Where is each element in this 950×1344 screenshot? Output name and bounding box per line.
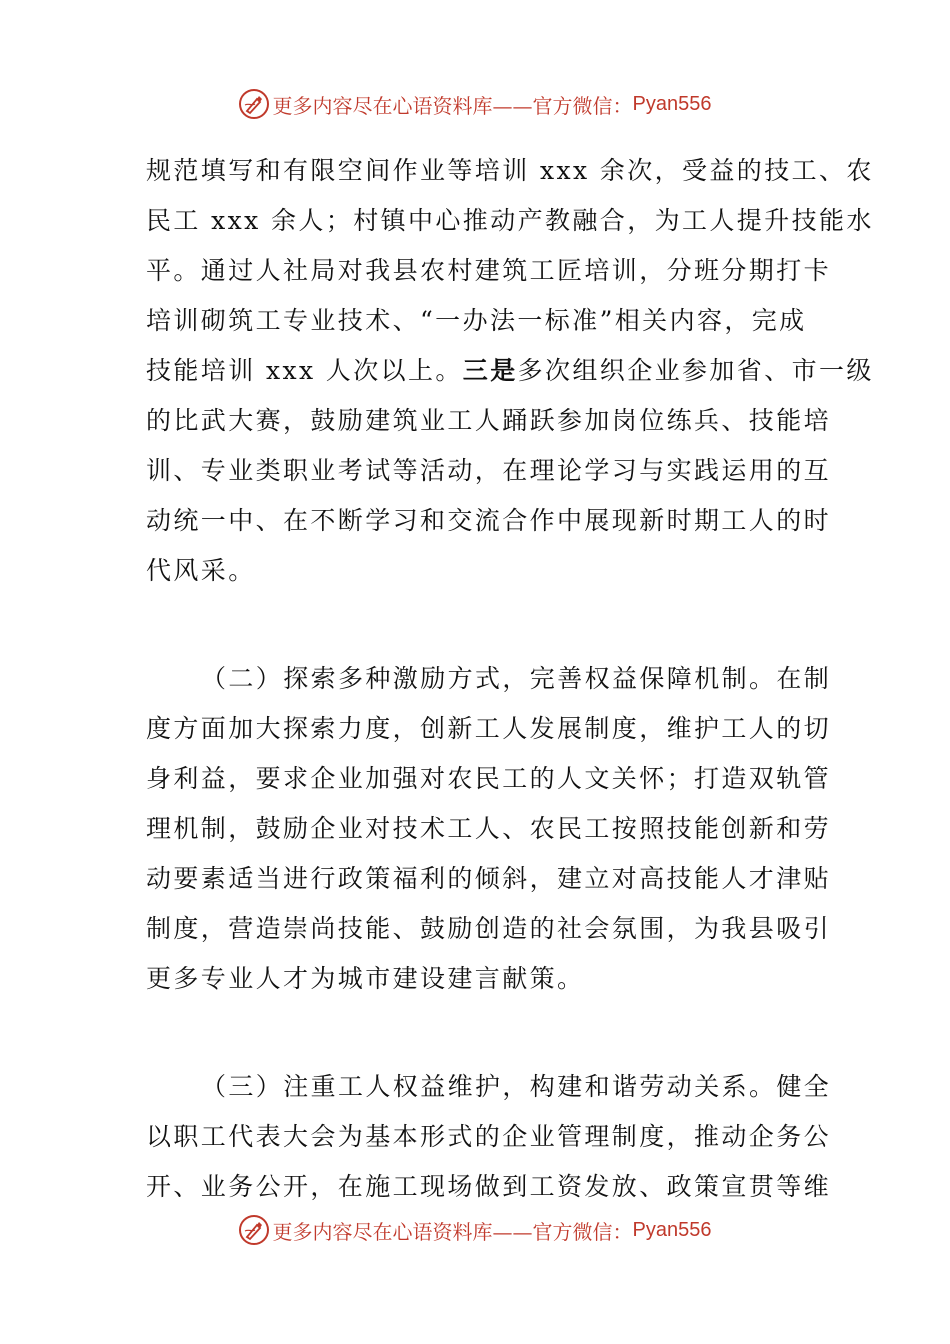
text-line: 理机制，鼓励企业对技术工人、农民工按照技能创新和劳 bbox=[146, 814, 832, 843]
paragraph-3 bbox=[146, 1062, 832, 1212]
text-run: 多次组织企业参加省、市一级 bbox=[517, 356, 874, 385]
text-run: 技能培训 xxx 人次以上。 bbox=[146, 356, 463, 385]
text-line: 度方面加大探索力度，创新工人发展制度，维护工人的切 bbox=[146, 714, 832, 743]
banner-wechat-id: Pyan556 bbox=[632, 92, 712, 115]
text-line: 代风采。 bbox=[146, 556, 256, 585]
paragraph-1 bbox=[146, 146, 874, 596]
text-line: 规范填写和有限空间作业等培训 xxx 余次，受益的技工、农 bbox=[146, 156, 874, 185]
header-banner bbox=[0, 84, 950, 124]
text-line: 动要素适当进行政策福利的倾斜，建立对高技能人才津贴 bbox=[146, 864, 832, 893]
text-line: （二）探索多种激励方式，完善权益保障机制。在制 bbox=[201, 664, 832, 693]
text-line: （三）注重工人权益维护，构建和谐劳动关系。健全 bbox=[201, 1072, 832, 1101]
bold-text-run: 三是 bbox=[462, 356, 518, 385]
text-line: 的比武大赛，鼓励建筑业工人踊跃参加岗位练兵、技能培 bbox=[146, 406, 832, 435]
text-line: 动统一中、在不断学习和交流合作中展现新时期工人的时 bbox=[146, 506, 832, 535]
text-line: 身利益，要求企业加强对农民工的人文关怀；打造双轨管 bbox=[146, 764, 832, 793]
paragraph-2 bbox=[146, 654, 832, 1004]
text-line: 训、专业类职业考试等活动，在理论学习与实践运用的互 bbox=[146, 456, 832, 485]
paragraph-gap bbox=[146, 1004, 816, 1062]
document-body bbox=[146, 146, 874, 1212]
text-line: 民工 xxx 余人；村镇中心推动产教融合，为工人提升技能水 bbox=[146, 206, 874, 235]
text-line: 培训砌筑工专业技术、“一办法一标准”相关内容，完成 bbox=[146, 306, 807, 335]
text-line: 制度，营造崇尚技能、鼓励创造的社会氛围，为我县吸引 bbox=[146, 914, 832, 943]
banner-text: 更多内容尽在心语资料库——官方微信： bbox=[272, 1219, 633, 1244]
pen-logo-icon bbox=[239, 1215, 269, 1245]
footer-banner bbox=[0, 1210, 950, 1250]
pen-logo-icon bbox=[239, 89, 269, 119]
text-line: 开、业务公开，在施工现场做到工资发放、政策宣贯等维 bbox=[146, 1172, 832, 1201]
text-line: 更多专业人才为城市建设建言献策。 bbox=[146, 964, 585, 993]
banner-text: 更多内容尽在心语资料库——官方微信： bbox=[272, 93, 633, 118]
text-line bbox=[146, 346, 874, 396]
text-line: 平。通过人社局对我县农村建筑工匠培训，分班分期打卡 bbox=[146, 256, 832, 285]
paragraph-gap bbox=[146, 596, 816, 654]
text-line: 以职工代表大会为基本形式的企业管理制度，推动企务公 bbox=[146, 1122, 832, 1151]
banner-wechat-id: Pyan556 bbox=[632, 1218, 712, 1241]
